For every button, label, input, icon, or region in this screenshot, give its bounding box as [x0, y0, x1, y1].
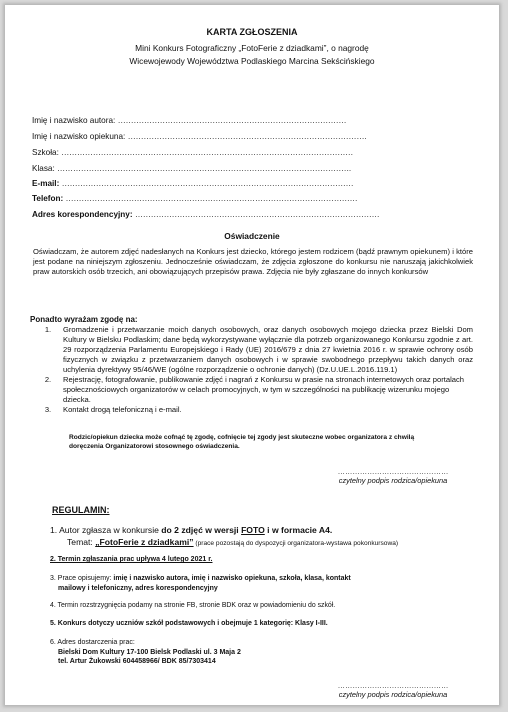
rule-5: 5. Konkurs dotyczy uczniów szkół podstawowych i obejmuje 1 kategorię: Klasy I-III.	[50, 620, 328, 627]
rule-6: 6. Adres dostarczenia prac: Bielski Dom Kultury 17-100 Bielsk Podlaski ul. 3 Maja 2 tel. Artur Żukowski 604458966/ BDK 85/7303414	[50, 639, 241, 665]
field-class[interactable]: Klasa: ………………………………………………………………………………………………….	[32, 164, 351, 173]
rule-4: 4. Termin rozstrzygnięcia podamy na stronie FB, stronie BDK oraz w powiadomieniu do szkół.	[50, 602, 336, 609]
contest-name: Mini Konkurs Fotograficzny „FotoFerie z dziadkami”, o nagrodę	[135, 43, 369, 53]
consent-item: 1. Gromadzenie i przetwarzanie moich danych osobowych, oraz danych osobowych mojego dziecka przez Bielski Dom Kultury w Bielsku Podlaskim; dane będą wykorzystywane wyłącznie dla potrzeb organizowanego Konkursu zgodnie z art. 29 rozporządzenia Parlamentu Europejskiego i Rady (UE) 2016/679 z dnia 27 kwietnia 2016 r. w sprawie ochrony osób fizycznych w związku z przetwarzaniem danych osobowych i w sprawie swobodnego przepływu takich danych oraz uchylenia dyrektywy 95/46/WE (ogólne rozporządzenie o ochronie danych) (Dz.U.UE.L.2016.119.1)	[44, 325, 473, 374]
rule-1: 1. Autor zgłasza w konkursie do 2 zdjęć w wersji FOTO i w formacie A4.	[50, 525, 333, 535]
field-guardian-name[interactable]: Imię i nazwisko opiekuna: ……………………………………………………………………………….	[32, 132, 367, 141]
document-title: KARTA ZGŁOSZENIA	[206, 27, 298, 37]
statement-heading: Oświadczenie	[224, 231, 280, 241]
field-school[interactable]: Szkoła: …………………………………………………………………………………………………	[32, 148, 353, 157]
rule-2: 2. Termin zgłaszania prac upływa 4 lutego 2021 r.	[50, 556, 213, 563]
field-address[interactable]: Adres korespondencyjny: …………………………………………………………………………………	[32, 210, 380, 219]
signature-line: ………………………………………	[337, 467, 449, 476]
statement-text: Oświadczam, że autorem zdjęć nadesłanych na Konkurs jest dziecko, którego jestem rodzicem (bądź prawnym opiekunem) i które jest podane na niniejszym zgłoszeniu. Jednocześnie oświadczam, że zdjęcia zgłoszone do konkursu nie naruszają jakichkolwiek praw autorskich osób trzecich, ani obowiązujących przepisów prawa. Zdjęcia nie były zgłaszane do innych konkursów	[33, 247, 473, 276]
rule-3: 3. Prace opisujemy: imię i nazwisko autora, imię i nazwisko opiekuna, szkoła, klasa, kontakt mailowy i telefoniczny, adres korespondencyjny	[50, 575, 351, 592]
consent-item: 2. Rejestrację, fotografowanie, publikowanie zdjęć i nagrań z Konkursu w prasie na stronach internetowych oraz portalach społecznościowych organizatorów w celach promocyjnych, w tym w szczególności na publikację wizerunku mojego dziecka.	[44, 375, 465, 404]
rules-heading: REGULAMIN:	[52, 505, 110, 515]
signature-label: czytelny podpis rodzica/opiekuna	[338, 690, 448, 699]
field-email[interactable]: E-mail: …………………………………………………………………………………………………	[32, 179, 354, 188]
consent-item: 3. Kontakt drogą telefoniczną i e-mail.	[44, 405, 182, 414]
rule-1-theme: Temat: „FotoFerie z dziadkami” (prace pozostają do dyspozycji organizatora-wystawa pokonkursowa)	[67, 537, 399, 547]
signature-line: ………………………………………	[337, 681, 449, 690]
consent-heading: Ponadto wyrażam zgodę na:	[30, 315, 138, 324]
field-phone[interactable]: Telefon: …………………………………………………………………………………………………	[32, 194, 358, 203]
contest-patron: Wicewojewody Województwa Podlaskiego Marcina Sekścińskiego	[129, 56, 375, 66]
field-author-name[interactable]: Imię i nazwisko autora: ……………………………………………………………………………	[32, 116, 347, 125]
document-page	[5, 5, 499, 705]
consent-list	[33, 325, 473, 415]
signature-label: czytelny podpis rodzica/opiekuna	[338, 476, 448, 485]
consent-note: Rodzic/opiekun dziecka może cofnąć tę zgodę, cofnięcie tej zgody jest skuteczne wobec organizatora z chwilą doręczenia Organizatorowi stosownego oświadczenia.	[69, 434, 415, 450]
